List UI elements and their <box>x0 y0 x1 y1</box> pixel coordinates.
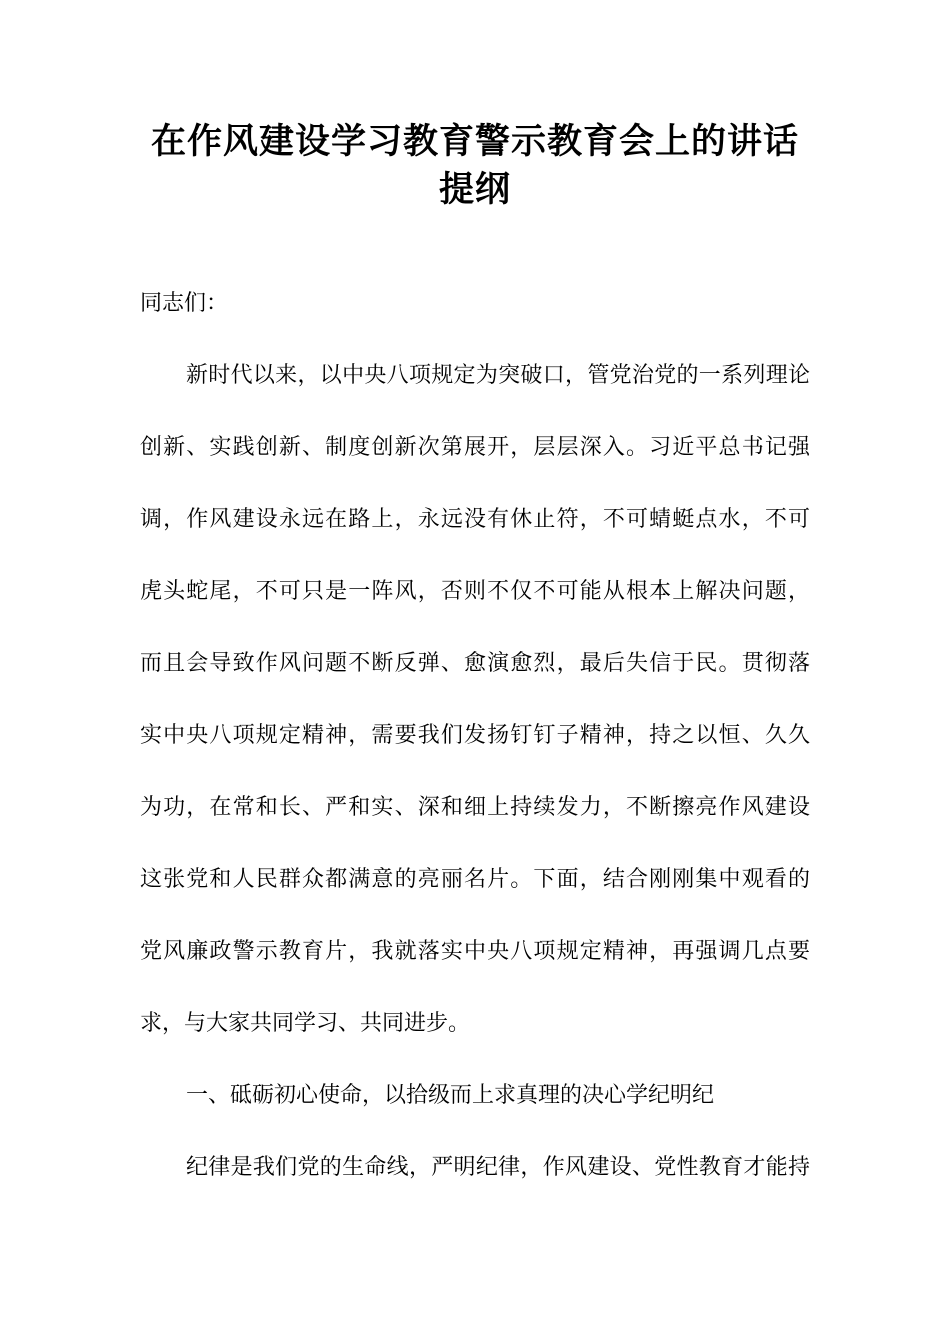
document-title-line-2: 提纲 <box>438 169 511 210</box>
body-line: 新时代以来，以中央八项规定为突破口，管党治党的一系列理论 <box>186 363 810 388</box>
body-line: 同志们： <box>140 291 229 316</box>
body-line: 一、砥砺初心使命，以拾级而上求真理的决心学纪明纪 <box>186 1083 715 1108</box>
body-line: 党风廉政警示教育片，我就落实中央八项规定精神，再强调几点要 <box>140 939 810 964</box>
body-line: 而且会导致作风问题不断反弹、愈演愈烈，最后失信于民。贯彻落 <box>140 651 810 676</box>
body-line: 实中央八项规定精神，需要我们发扬钉钉子精神，持之以恒、久久 <box>140 723 810 748</box>
body-line: 创新、实践创新、制度创新次第展开，层层深入。习近平总书记强 <box>140 435 810 460</box>
body-line: 纪律是我们党的生命线，严明纪律，作风建设、党性教育才能持 <box>186 1155 810 1180</box>
document-title-line-1: 在作风建设学习教育警示教育会上的讲话 <box>150 121 799 162</box>
document-body <box>140 268 810 1204</box>
body-line: 这张党和人民群众都满意的亮丽名片。下面，结合刚刚集中观看的 <box>140 867 810 892</box>
body-line: 调，作风建设永远在路上，永远没有休止符，不可蜻蜓点水，不可 <box>140 507 810 532</box>
body-line: 为功，在常和长、严和实、深和细上持续发力，不断擦亮作风建设 <box>140 795 810 820</box>
document-title <box>140 118 810 214</box>
body-line: 求，与大家共同学习、共同进步。 <box>140 1011 471 1036</box>
body-line: 虎头蛇尾，不可只是一阵风，否则不仅不可能从根本上解决问题， <box>140 579 810 604</box>
